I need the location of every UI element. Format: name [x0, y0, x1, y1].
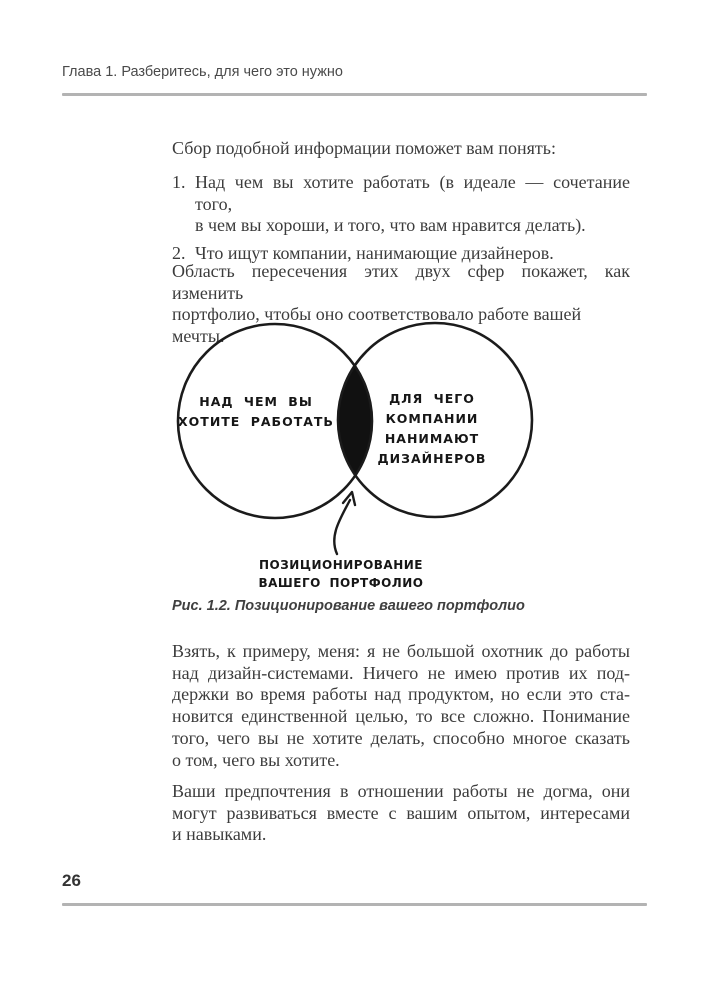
- left-circle-label-line: НАД ЧЕМ ВЫ: [199, 394, 313, 409]
- right-circle-label-line: ДЛЯ ЧЕГО: [389, 391, 475, 406]
- list-item: [172, 172, 630, 237]
- venn-intersection-shape: [338, 366, 372, 476]
- footer-rule: [62, 903, 647, 906]
- figure-caption: Рис. 1.2. Позиционирование вашего портфолио: [172, 598, 525, 614]
- text-line: могут развиваться вместе с вашим опытом, интересами: [172, 802, 630, 823]
- page-number: 26: [62, 871, 81, 890]
- list-item-text: [195, 172, 630, 237]
- text-line: портфолио, чтобы оно соответствовало работе вашей мечты.: [172, 304, 582, 347]
- list-item-number: 1.: [172, 172, 186, 192]
- text-line: над дизайн-системами. Ничего не имею против их под-: [172, 662, 630, 683]
- text-line: новится единственной целью, то все сложно. Понимание: [172, 706, 630, 727]
- right-circle-label-line: КОМПАНИИ: [385, 411, 479, 426]
- right-circle-label-line: НАНИМАЮТ: [384, 431, 480, 446]
- text-line: того, чего вы не хотите делать, способно многое сказать: [172, 727, 630, 748]
- paragraph-preferences: [172, 781, 630, 846]
- right-circle-label-line: ДИЗАЙНЕРОВ: [377, 451, 487, 466]
- annotation-arrow: [334, 500, 350, 554]
- left-circle-label-line: ХОТИТЕ РАБОТАТЬ: [178, 414, 334, 429]
- text-line: Взять, к примеру, меня: я не большой охотник до работы: [172, 641, 630, 661]
- running-header-chapter-title: Глава 1. Разберитесь, для чего это нужно: [62, 64, 343, 80]
- text-line: и навыками.: [172, 824, 267, 845]
- intro-paragraph: Сбор подобной информации поможет вам понять:: [172, 138, 556, 158]
- header-rule: [62, 93, 647, 96]
- numbered-list: [172, 172, 630, 271]
- text-line: Область пересечения этих двух сфер покажет, как изменить: [172, 261, 630, 303]
- text-line: держки во время работы над продуктом, но если это ста-: [172, 684, 630, 705]
- paragraph-example: [172, 641, 630, 771]
- text-line: в чем вы хороши, и того, что вам нравится делать).: [195, 215, 586, 236]
- text-line: Что ищут компании, нанимающие дизайнеров.: [195, 243, 554, 264]
- text-line: Над чем вы хотите работать (в идеале — сочетание того,: [195, 172, 630, 214]
- text-line: о том, чего вы хотите.: [172, 749, 340, 770]
- text-line: Ваши предпочтения в отношении работы не догма, они: [172, 781, 630, 801]
- annotation-label-line: ПОЗИЦИОНИРОВАНИЕ: [259, 558, 423, 572]
- venn-diagram-figure: [148, 320, 568, 595]
- annotation-label-line: ВАШЕГО ПОРТФОЛИО: [258, 576, 424, 590]
- list-item-number: 2.: [172, 243, 186, 264]
